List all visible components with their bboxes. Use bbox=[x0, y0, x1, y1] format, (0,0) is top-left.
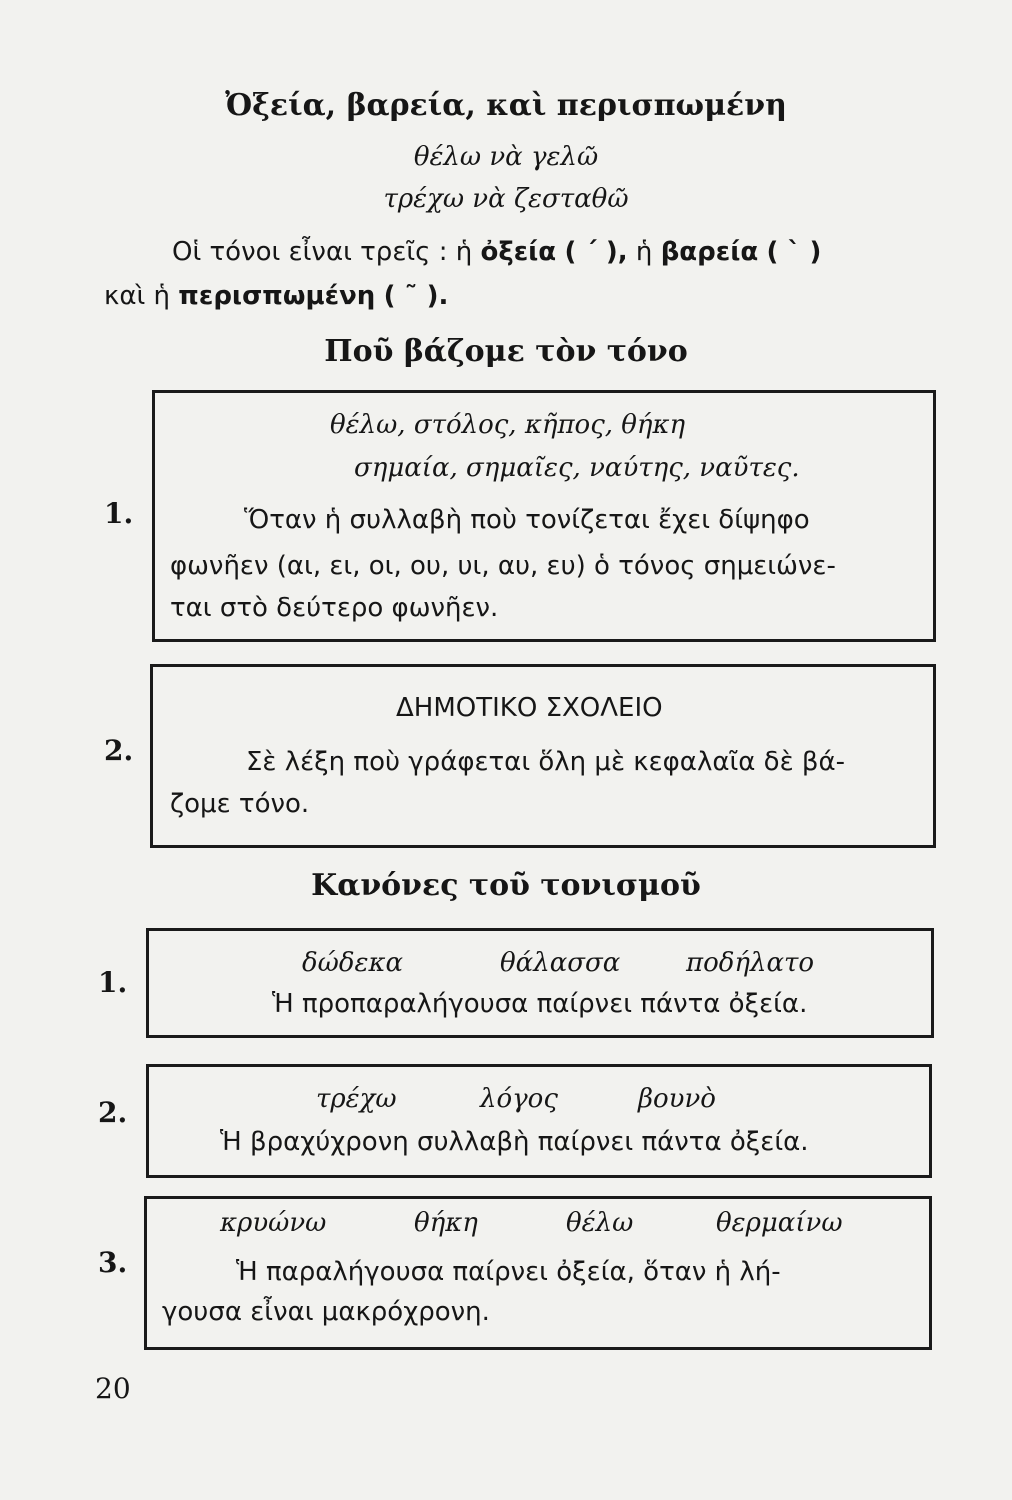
perispomeni-term: περισπωμένη bbox=[178, 281, 376, 311]
accent-rule-3-text-line-1: Ἡ παραλήγουσα παίρνει ὀξεία, ὅταν ἡ λή- bbox=[236, 1257, 781, 1287]
perispomeni-symbol: ( ῀ ). bbox=[383, 281, 449, 311]
accent-rule-1-text: Ἡ προπαραλήγουσα παίρνει πάντα ὀξεία. bbox=[272, 989, 808, 1019]
tones-text: Οἱ τόνοι εἶναι τρεῖς : ἡ bbox=[172, 237, 481, 267]
oxeia-symbol: ( ΄ ), bbox=[564, 237, 628, 267]
accent-rule-3-word-4: θερμαίνω bbox=[716, 1208, 843, 1238]
box2-number: 2. bbox=[104, 734, 134, 767]
accent-rule-1-word-3: ποδήλατο bbox=[686, 948, 815, 978]
tones-text-2: ἡ bbox=[627, 237, 661, 267]
box2-example: ΔΗΜΟΤΙΚΟ ΣΧΟΛΕΙΟ bbox=[396, 693, 663, 723]
box2-rule-line-1: Σὲ λέξη ποὺ γράφεται ὅλη μὲ κεφαλαῖα δὲ βά- bbox=[246, 747, 846, 777]
section-title-where: Ποῦ βάζομε τὸν τόνο bbox=[324, 334, 688, 369]
tones-line-1 bbox=[172, 234, 952, 270]
vareia-symbol: ( ` ) bbox=[766, 237, 822, 267]
accent-rule-1-number: 1. bbox=[98, 966, 128, 999]
accent-rule-3-number: 3. bbox=[98, 1246, 128, 1279]
intro-example-2: τρέχω νὰ ζεσταθῶ bbox=[383, 184, 629, 214]
page-heading: Ὀξεία, βαρεία, καὶ περισπωμένη bbox=[225, 88, 787, 123]
accent-rule-2-word-2: λόγος bbox=[480, 1084, 558, 1114]
accent-rule-1-word-1: δώδεκα bbox=[302, 948, 404, 978]
accent-rule-1-word-2: θάλασσα bbox=[500, 948, 621, 978]
box1-example-2: σημαία, σημαῖες, ναύτης, ναῦτες. bbox=[354, 453, 800, 483]
tones-line-2 bbox=[104, 278, 904, 314]
box1-rule-line-2: φωνῆεν (αι, ει, οι, ου, υι, αυ, ευ) ὁ τόνος σημειώνε- bbox=[170, 551, 836, 581]
accent-rule-3-word-2: θήκη bbox=[414, 1208, 478, 1238]
section-title-rules: Κανόνες τοῦ τονισμοῦ bbox=[311, 868, 701, 903]
tones-text-3: καὶ ἡ bbox=[104, 281, 179, 311]
vareia-term: βαρεία bbox=[660, 237, 759, 267]
accent-rule-2-text: Ἡ βραχύχρονη συλλαβὴ παίρνει πάντα ὀξεία. bbox=[220, 1127, 809, 1157]
box2-rule-line-2: ζομε τόνο. bbox=[170, 789, 310, 819]
page-number: 20 bbox=[95, 1372, 131, 1405]
box1-number: 1. bbox=[104, 497, 134, 530]
accent-rule-2-number: 2. bbox=[98, 1096, 128, 1129]
accent-rule-3-text-line-2: γουσα εἶναι μακρόχρονη. bbox=[162, 1297, 490, 1327]
accent-rule-3-word-3: θέλω bbox=[566, 1208, 634, 1238]
accent-rule-3-word-1: κρυώνω bbox=[220, 1208, 327, 1238]
box1-rule-line-3: ται στὸ δεύτερο φωνῆεν. bbox=[170, 593, 499, 623]
accent-rule-2-word-3: βουνὸ bbox=[638, 1084, 716, 1114]
intro-example-1: θέλω νὰ γελῶ bbox=[413, 142, 599, 172]
box1-example-1: θέλω, στόλος, κῆπος, θήκη bbox=[330, 410, 686, 440]
box1-rule-line-1: Ὅταν ἡ συλλαβὴ ποὺ τονίζεται ἔχει δίψηφο bbox=[244, 505, 810, 535]
accent-rule-2-word-1: τρέχω bbox=[316, 1084, 397, 1114]
oxeia-term: ὀξεία bbox=[480, 237, 557, 267]
